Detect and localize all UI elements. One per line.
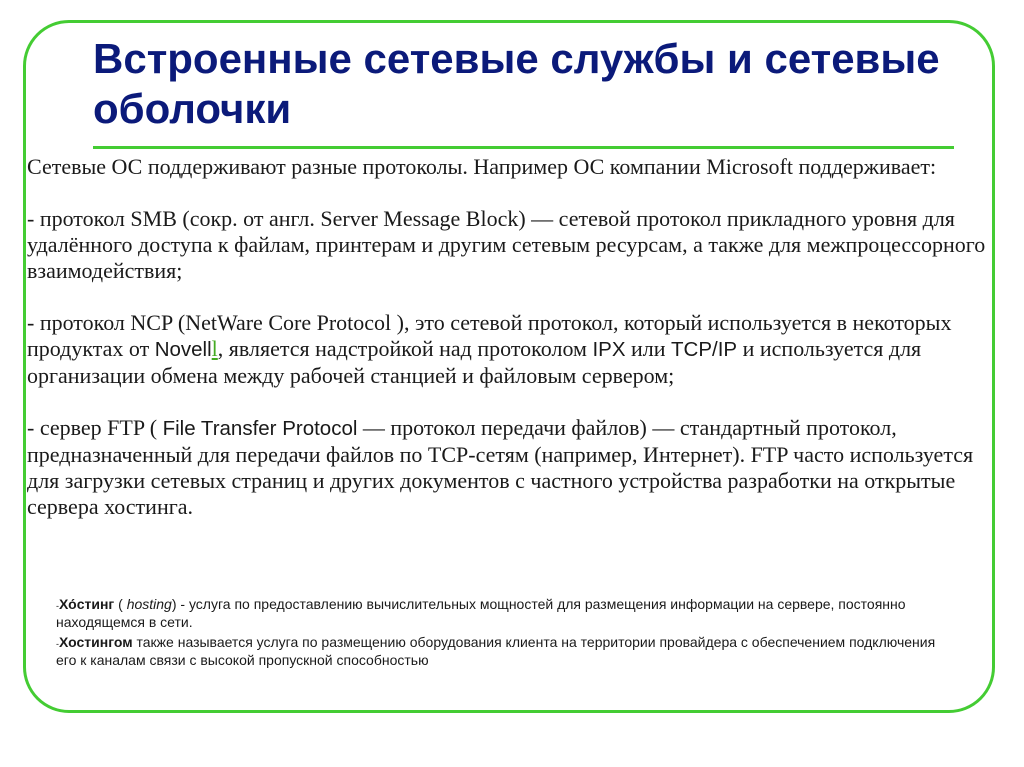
- hosting-term: Хо́стинг: [59, 596, 115, 612]
- hosting-definition: ) - услуга по предоставлению вычислительных мощностей для размещения информации на сервере, постоянно находящемся в сети.: [56, 596, 906, 630]
- ncp-text-4: и используется для организации обмена между рабочей станцией и файловым сервером;: [27, 336, 922, 388]
- ftp-full-name: File Transfer Protocol: [162, 417, 358, 440]
- hosting-definition-2: также называется услуга по размещению оборудования клиента на территории провайдера с обеспечением подключения его к каналам связи с высокой пропускной способностью: [56, 634, 936, 668]
- tcpip-text: TCP/IP: [671, 338, 738, 361]
- ncp-paragraph: [27, 310, 997, 389]
- ncp-text-3: или: [625, 336, 672, 361]
- note-dash: -: [56, 639, 59, 649]
- slide-body: [27, 154, 997, 520]
- title-underline: [93, 146, 954, 149]
- slide-title: Встроенные сетевые службы и сетевые оболочки: [93, 35, 940, 132]
- ftp-text-2: — протокол передачи файлов) — стандартный протокол, предназначенный для передачи файлов по TCP-сетям (например, Интернет). FTP часто используется для загрузки сетевых страниц и других документов с частного устройства разработки на открытые сервера хостинга.: [27, 415, 974, 519]
- ncp-text-1: - протокол NCP (NetWare Core Protocol ), это сетевой протокол, который используется в некоторых продуктах от: [27, 310, 952, 361]
- novell-link[interactable]: l: [211, 336, 218, 361]
- smb-paragraph: - протокол SMB (сокр. от англ. Server Message Block) — сетевой протокол прикладного уровня для удалённого доступа к файлам, принтерам и другим сетевым ресурсам, а также для межпроцессорного взаимодействия;: [27, 206, 986, 283]
- ipx-text: IPX: [592, 338, 626, 361]
- ftp-text-1: - сервер FTP (: [27, 415, 163, 440]
- ncp-text-2: , является надстройкой над протоколом: [217, 336, 593, 361]
- hosting-term-2: Хостингом: [59, 634, 133, 650]
- note-dash: -: [56, 601, 59, 611]
- footnotes: [56, 596, 956, 672]
- paragraph-gap: [27, 284, 997, 310]
- paragraph-gap: [27, 389, 997, 415]
- hosting-note-2: [56, 634, 956, 668]
- paragraph-gap: [27, 180, 997, 206]
- novell-text: Novell: [154, 338, 212, 361]
- hosting-term-en: hosting: [126, 596, 172, 612]
- ftp-paragraph: [27, 415, 997, 520]
- intro-paragraph: Сетевые ОС поддерживают разные протоколы. Например ОС компании Microsoft поддерживает:: [27, 154, 937, 179]
- hosting-note: [56, 596, 956, 630]
- hosting-open: (: [114, 596, 127, 612]
